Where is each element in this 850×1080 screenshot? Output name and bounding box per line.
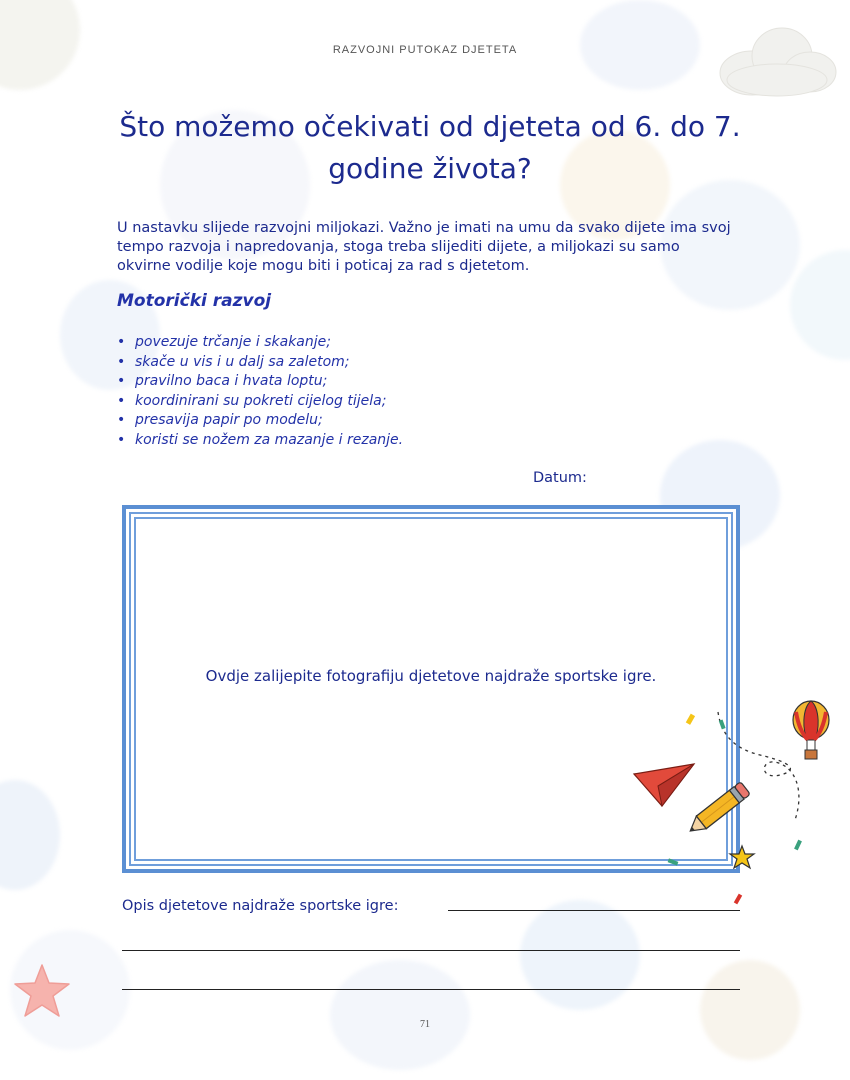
list-item: • pravilno baca i hvata loptu; <box>117 372 403 392</box>
list-item: • skače u vis i u dalj sa zaletom; <box>117 353 403 373</box>
bg-dot <box>520 900 640 1010</box>
cloud-icon <box>712 18 842 98</box>
description-line[interactable] <box>122 989 740 990</box>
bg-dot <box>700 960 800 1060</box>
running-header: RAZVOJNI PUTOKAZ DJETETA <box>332 44 518 56</box>
page-number: 71 <box>420 1019 430 1030</box>
photo-caption: Ovdje zalijepite fotografiju djetetove najdraže sportske igre. <box>205 667 657 685</box>
intro-paragraph: U nastavku slijede razvojni miljokazi. Važno je imati na umu da svako dijete ima svoj tempo razvoja i napredovanja, stoga treba slijediti dijete, a miljokazi su samo okvirne vodilje koje mogu biti i poticaj za rad s djetetom. <box>117 220 731 274</box>
star-icon <box>12 962 72 1020</box>
list-item: • koordinirani su pokreti cijelog tijela; <box>117 392 403 412</box>
description-line[interactable] <box>122 950 740 951</box>
section-heading: Motorički razvoj <box>117 291 272 311</box>
bg-dot <box>0 780 60 890</box>
list-item: • koristi se nožem za mazanje i rezanje. <box>117 431 403 451</box>
description-line[interactable] <box>448 910 740 911</box>
bg-dot <box>790 250 850 360</box>
photo-frame[interactable] <box>122 505 740 873</box>
list-item: • povezuje trčanje i skakanje; <box>117 333 403 353</box>
page-title: Što možemo očekivati od djeteta od 6. do 7. godine života? <box>119 110 741 185</box>
bg-dot <box>330 960 470 1070</box>
date-label: Datum: <box>533 470 587 486</box>
description-label: Opis djetetove najdraže sportske igre: <box>122 898 399 914</box>
confetti-icon <box>660 710 820 920</box>
milestone-list <box>117 333 403 451</box>
list-item: • presavija papir po modelu; <box>117 411 403 431</box>
